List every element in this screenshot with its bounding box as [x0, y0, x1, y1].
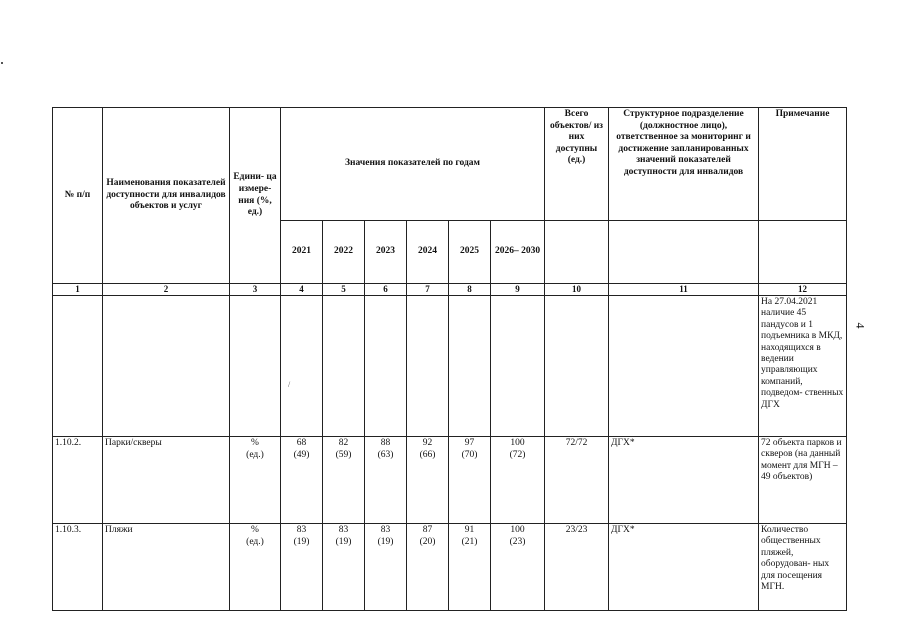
- total-cell: 72/72: [545, 437, 609, 524]
- column-number: 11: [609, 284, 759, 296]
- header-year-2026-2030: 2026– 2030: [491, 221, 545, 284]
- page-number: 4: [853, 322, 868, 329]
- value-cell-2026-2030: [491, 437, 545, 524]
- value-cell-2026-2030: [491, 524, 545, 611]
- value-cell: [281, 296, 323, 437]
- value-cell: [323, 296, 365, 437]
- column-number: 1: [53, 284, 103, 296]
- value-cell-2021: [281, 437, 323, 524]
- value-count: (72): [509, 449, 526, 460]
- header-empty-cell: [545, 221, 609, 284]
- value-count: (70): [461, 449, 478, 460]
- row-unit-cell: [230, 437, 281, 524]
- header-col-unit: Едини- ца измере- ния (%, ед.): [230, 108, 281, 284]
- header-empty-cell: [759, 221, 847, 284]
- value-cell: [449, 296, 491, 437]
- value-percent: 97: [464, 438, 475, 448]
- value-percent: 100: [510, 438, 525, 448]
- accessibility-indicators-table: [52, 107, 847, 611]
- header-year-2023: 2023: [365, 221, 407, 284]
- value-cell: [491, 296, 545, 437]
- value-percent: 83: [296, 525, 307, 535]
- department-cell: ДГХ*: [609, 437, 759, 524]
- unit-count: (ед.): [246, 536, 264, 547]
- value-count: (19): [377, 536, 394, 547]
- value-percent: 83: [338, 525, 349, 535]
- column-number: 2: [103, 284, 230, 296]
- value-percent: 92: [422, 438, 433, 448]
- value-cell-2022: [323, 437, 365, 524]
- column-number-row: [53, 284, 847, 296]
- value-cell-2025: [449, 437, 491, 524]
- column-number: 9: [491, 284, 545, 296]
- table-row: [53, 437, 847, 524]
- column-number: 5: [323, 284, 365, 296]
- row-number-cell: 1.10.3.: [53, 524, 103, 611]
- value-cell-2025: [449, 524, 491, 611]
- table-row: [53, 524, 847, 611]
- total-cell: 23/23: [545, 524, 609, 611]
- value-cell-2024: [407, 437, 449, 524]
- column-number: 7: [407, 284, 449, 296]
- header-year-2024: 2024: [407, 221, 449, 284]
- header-col-name: Наименования показателей доступности для инвалидов объектов и услуг: [103, 108, 230, 284]
- value-cell-2022: [323, 524, 365, 611]
- header-col-note: Примечание: [759, 108, 847, 221]
- value-count: (66): [419, 449, 436, 460]
- value-percent: 88: [380, 438, 391, 448]
- value-count: (49): [293, 449, 310, 460]
- value-cell-2024: [407, 524, 449, 611]
- value-percent: 91: [464, 525, 475, 535]
- value-count: (21): [461, 536, 478, 547]
- scan-speck: [1, 62, 3, 64]
- row-unit-cell: [230, 296, 281, 437]
- unit-percent: %: [251, 438, 259, 448]
- row-number-cell: [53, 296, 103, 437]
- value-cell-2023: [365, 524, 407, 611]
- header-empty-cell: [609, 221, 759, 284]
- value-count: (20): [419, 536, 436, 547]
- column-number: 4: [281, 284, 323, 296]
- value-count: (59): [335, 449, 352, 460]
- value-percent: 87: [422, 525, 433, 535]
- column-number: 12: [759, 284, 847, 296]
- note-cell: На 27.04.2021 наличие 45 пандусов и 1 подъемника в МКД, находящихся в ведении управляющих компаний, подведом- ственных ДГХ: [759, 296, 847, 437]
- column-number: 6: [365, 284, 407, 296]
- header-col-values-group: Значения показателей по годам: [281, 108, 545, 221]
- note-cell: 72 объекта парков и скверов (на данный момент для МГН – 49 объектов): [759, 437, 847, 524]
- value-count: (19): [293, 536, 310, 547]
- row-unit-cell: [230, 524, 281, 611]
- header-year-2022: 2022: [323, 221, 365, 284]
- header-col-total: Всего объектов/ из них доступны (ед.): [545, 108, 609, 221]
- stray-tick-mark: /: [288, 380, 291, 389]
- table-row: [53, 296, 847, 437]
- column-number: 10: [545, 284, 609, 296]
- header-year-2021: 2021: [281, 221, 323, 284]
- row-name-cell: Парки/скверы: [103, 437, 230, 524]
- row-name-cell: [103, 296, 230, 437]
- value-cell-2023: [365, 437, 407, 524]
- total-cell: [545, 296, 609, 437]
- value-cell: [407, 296, 449, 437]
- value-count: (23): [509, 536, 526, 547]
- column-number: 3: [230, 284, 281, 296]
- note-cell: Количество общественных пляжей, оборудован- ных для посещения МГН.: [759, 524, 847, 611]
- value-cell: [365, 296, 407, 437]
- department-cell: [609, 296, 759, 437]
- value-count: (19): [335, 536, 352, 547]
- value-cell-2021: [281, 524, 323, 611]
- value-count: (63): [377, 449, 394, 460]
- unit-count: (ед.): [246, 449, 264, 460]
- department-cell: ДГХ*: [609, 524, 759, 611]
- column-number: 8: [449, 284, 491, 296]
- value-percent: 100: [510, 525, 525, 535]
- row-number-cell: 1.10.2.: [53, 437, 103, 524]
- header-col-number: № п/п: [53, 108, 103, 284]
- header-col-department: Структурное подразделение (должностное лицо), ответственное за мониторинг и достижение запланированных значений показателей доступности для инвалидов: [609, 108, 759, 221]
- unit-percent: %: [251, 525, 259, 535]
- value-percent: 68: [296, 438, 307, 448]
- header-year-2025: 2025: [449, 221, 491, 284]
- row-name-cell: Пляжи: [103, 524, 230, 611]
- value-percent: 83: [380, 525, 391, 535]
- value-percent: 82: [338, 438, 349, 448]
